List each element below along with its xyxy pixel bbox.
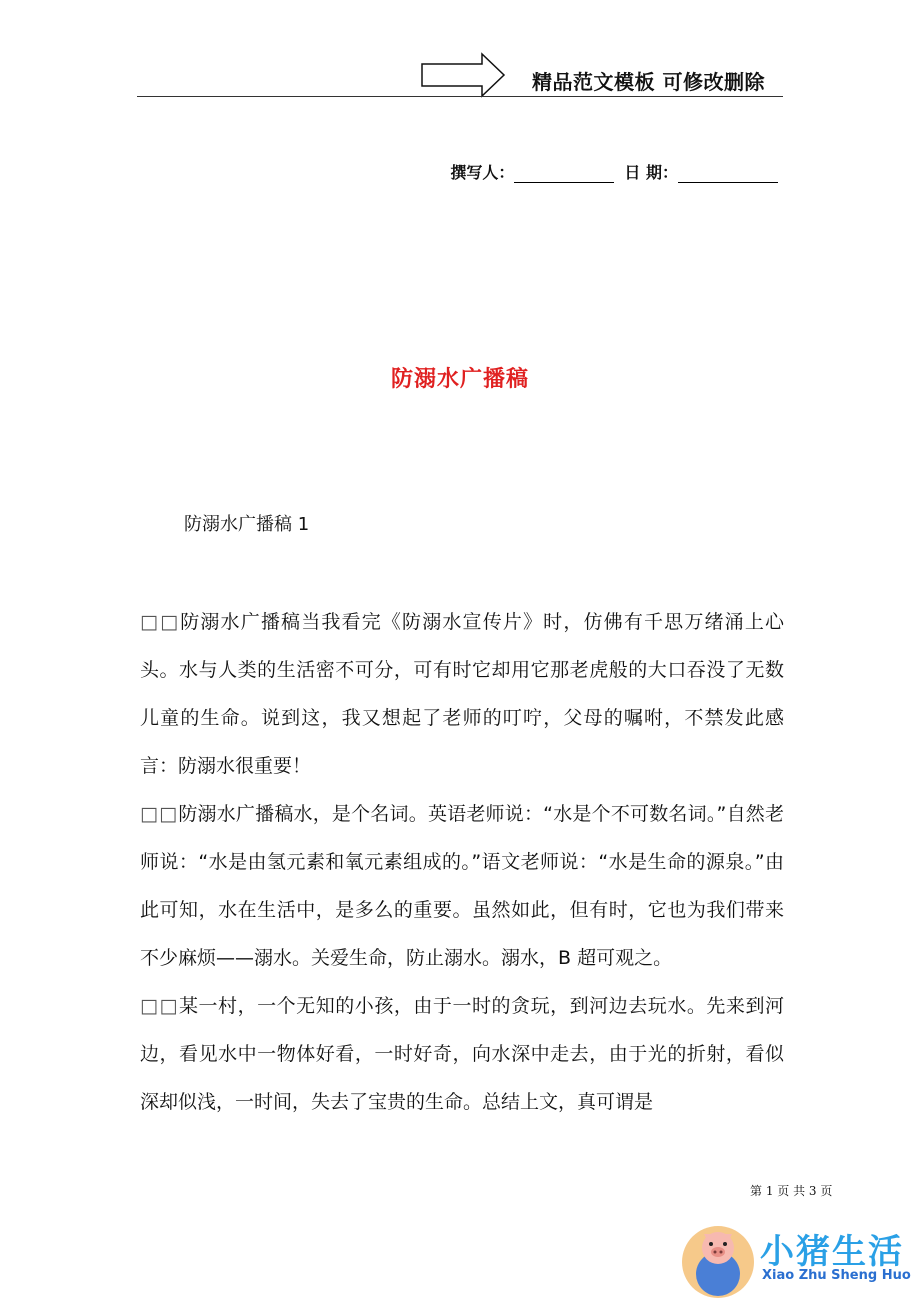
- date-label: 日 期：: [624, 163, 678, 182]
- section-heading: 防溺水广播稿 1: [184, 514, 310, 535]
- indent-boxes: □□: [140, 803, 179, 825]
- indent-boxes: □□: [140, 995, 179, 1017]
- header-divider: [137, 96, 783, 97]
- page-number: 第 1 页 共 3 页: [750, 1184, 833, 1198]
- author-blank[interactable]: [514, 164, 614, 183]
- author-label: 撰写人：: [450, 163, 515, 182]
- logo-subtitle: Xiao Zhu Sheng Huo: [762, 1268, 911, 1283]
- document-body: [140, 598, 784, 1126]
- paragraph-text: 防溺水广播稿水，是个名词。英语老师说：“水是个不可数名词。”自然老师说：“水是由氢元素和氧元素组成的。”语文老师说：“水是生命的源泉。”由此可知，水在生活中，是多么的重要。虽然如此，但有时，它也为我们带来不少麻烦——溺水。关爱生命，防止溺水。溺水，B 超可观之。: [140, 803, 784, 969]
- meta-line: [450, 160, 782, 183]
- arrow-icon: [420, 52, 506, 98]
- logo-title: 小猪生活: [760, 1232, 904, 1272]
- pig-mascot-icon: [680, 1218, 758, 1302]
- paragraph-text: 防溺水广播稿当我看完《防溺水宣传片》时，仿佛有千思万绪涌上心头。水与人类的生活密不可分，可有时它却用它那老虎般的大口吞没了无数儿童的生命。说到这，我又想起了老师的叮咛，父母的嘱咐，不禁发此感言：防溺水很重要！: [140, 611, 784, 777]
- brand-logo: [680, 1218, 920, 1302]
- paragraph-text: 某一村，一个无知的小孩，由于一时的贪玩，到河边去玩水。先来到河边，看见水中一物体好看，一时好奇，向水深中走去，由于光的折射，看似深却似浅，一时间，失去了宝贵的生命。总结上文，真可谓是: [140, 995, 784, 1113]
- paragraph: [140, 982, 784, 1126]
- document-title: 防溺水广播稿: [390, 367, 529, 392]
- header-tagline: 精品范文模板 可修改删除: [532, 70, 765, 94]
- paragraph: [140, 790, 784, 982]
- paragraph: [140, 598, 784, 790]
- indent-boxes: □□: [140, 611, 181, 633]
- date-blank[interactable]: [678, 164, 778, 183]
